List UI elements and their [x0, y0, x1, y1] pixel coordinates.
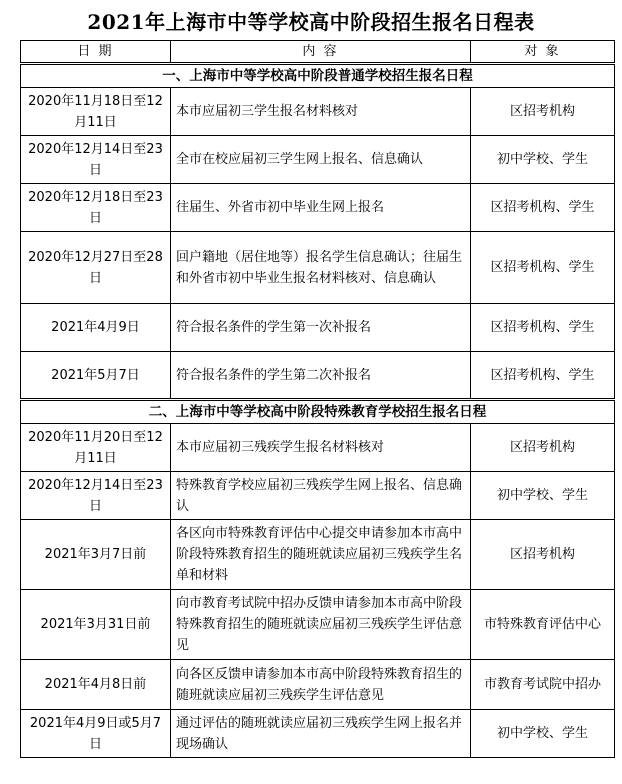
schedule-table: [20, 40, 615, 758]
date-cell: 2020年11月20日至12月11日: [21, 424, 171, 472]
content-cell: 回户籍地（居住地等）报名学生信息确认；往届生和外省市初中毕业生报名材料核对、信息确认: [171, 232, 471, 304]
content-cell: 向各区反馈申请参加本市高中阶段特殊教育招生的随班就读应届初三残疾学生评估意见: [171, 660, 471, 710]
content-cell: 本市应届初三残疾学生报名材料核对: [171, 424, 471, 472]
table-row: [21, 710, 615, 758]
page-title: 2021年上海市中等学校高中阶段招生报名日程表: [87, 10, 535, 34]
target-cell: 区招考机构、学生: [471, 352, 615, 400]
content-cell: 往届生、外省市初中毕业生网上报名: [171, 184, 471, 232]
content-cell: 符合报名条件的学生第二次补报名: [171, 352, 471, 400]
table-row: [21, 184, 615, 232]
table-row: [21, 424, 615, 472]
table-row: [21, 660, 615, 710]
table-row: [21, 232, 615, 304]
content-cell: 本市应届初三学生报名材料核对: [171, 88, 471, 136]
date-cell: 2021年4月9日: [21, 304, 171, 352]
header-row: [21, 41, 615, 64]
date-cell: 2020年12月18日至23日: [21, 184, 171, 232]
table-row: [21, 590, 615, 660]
header-content: 内 容: [171, 41, 471, 64]
header-target: 对 象: [471, 41, 615, 64]
content-cell: 向市教育考试院中招办反馈申请参加本市高中阶段特殊教育招生的随班就读应届初三残疾学生评估意见: [171, 590, 471, 660]
date-cell: 2021年3月7日前: [21, 520, 171, 590]
section-heading: 二、上海市中等学校高中阶段特殊教育学校招生报名日程: [21, 400, 615, 424]
target-cell: 区招考机构、学生: [471, 304, 615, 352]
date-cell: 2020年12月14日至23日: [21, 472, 171, 520]
content-cell: 各区向市特殊教育评估中心提交申请参加本市高中阶段特殊教育招生的随班就读应届初三残疾学生名单和材料: [171, 520, 471, 590]
date-cell: 2021年4月9日或5月7日: [21, 710, 171, 758]
target-cell: 初中学校、学生: [471, 710, 615, 758]
table-row: [21, 88, 615, 136]
target-cell: 区招考机构、学生: [471, 184, 615, 232]
table-row: [21, 352, 615, 400]
content-cell: 特殊教育学校应届初三残疾学生网上报名、信息确认: [171, 472, 471, 520]
target-cell: 市教育考试院中招办: [471, 660, 615, 710]
header-date: 日 期: [21, 41, 171, 64]
target-cell: 初中学校、学生: [471, 136, 615, 184]
section-heading-row: [21, 400, 615, 424]
section-heading-row: [21, 64, 615, 88]
target-cell: 区招考机构: [471, 520, 615, 590]
date-cell: 2021年3月31日前: [21, 590, 171, 660]
table-row: [21, 136, 615, 184]
table-row: [21, 472, 615, 520]
target-cell: 区招考机构: [471, 88, 615, 136]
date-cell: 2020年12月14日至23日: [21, 136, 171, 184]
content-cell: 通过评估的随班就读应届初三残疾学生网上报名并现场确认: [171, 710, 471, 758]
content-cell: 符合报名条件的学生第一次补报名: [171, 304, 471, 352]
date-cell: 2021年5月7日: [21, 352, 171, 400]
target-cell: 初中学校、学生: [471, 472, 615, 520]
date-cell: 2021年4月8日前: [21, 660, 171, 710]
section-heading: 一、上海市中等学校高中阶段普通学校招生报名日程: [21, 64, 615, 88]
table-row: [21, 520, 615, 590]
target-cell: 市特殊教育评估中心: [471, 590, 615, 660]
content-cell: 全市在校应届初三学生网上报名、信息确认: [171, 136, 471, 184]
date-cell: 2020年11月18日至12月11日: [21, 88, 171, 136]
target-cell: 区招考机构、学生: [471, 232, 615, 304]
table-row: [21, 304, 615, 352]
date-cell: 2020年12月27日至28日: [21, 232, 171, 304]
target-cell: 区招考机构: [471, 424, 615, 472]
